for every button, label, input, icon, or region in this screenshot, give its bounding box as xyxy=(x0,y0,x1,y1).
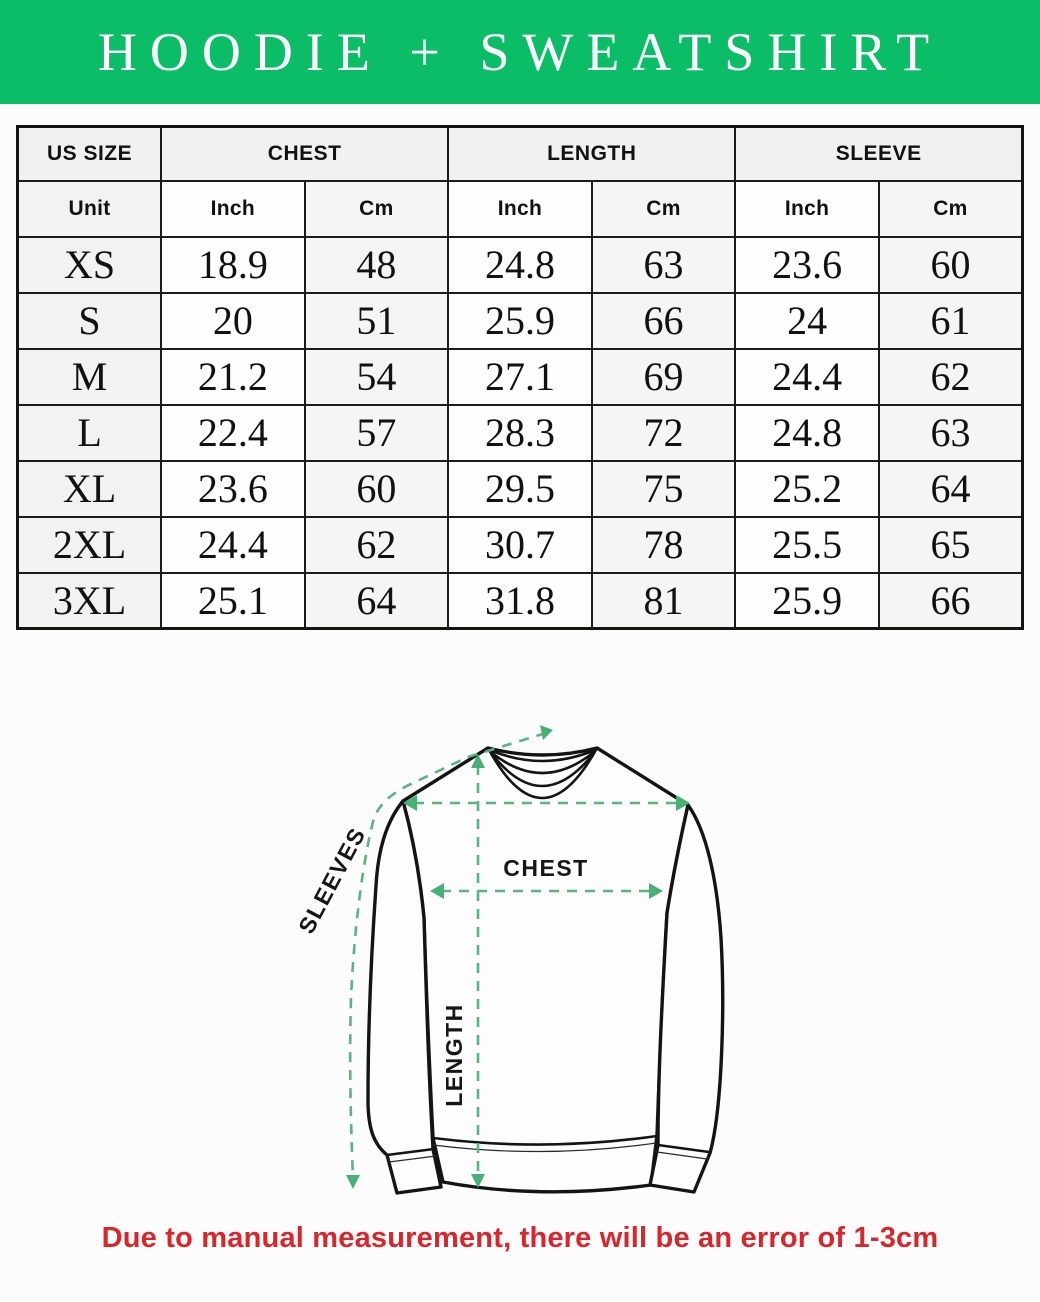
unit-header: Unit xyxy=(18,181,162,237)
value-cell: 18.9 xyxy=(161,237,305,293)
size-cell: M xyxy=(18,349,162,405)
value-cell: 23.6 xyxy=(735,237,879,293)
col-group-chest: CHEST xyxy=(161,127,448,181)
size-cell: XS xyxy=(18,237,162,293)
length-label: LENGTH xyxy=(441,1003,467,1107)
value-cell: 25.9 xyxy=(735,573,879,629)
column-group-row xyxy=(18,127,1023,181)
value-cell: 31.8 xyxy=(448,573,592,629)
value-cell: 64 xyxy=(879,461,1023,517)
value-cell: 27.1 xyxy=(448,349,592,405)
value-cell: 25.1 xyxy=(161,573,305,629)
sleeves-arrow-top xyxy=(540,725,553,740)
value-cell: 25.9 xyxy=(448,293,592,349)
value-cell: 28.3 xyxy=(448,405,592,461)
value-cell: 66 xyxy=(592,293,736,349)
size-cell: L xyxy=(18,405,162,461)
size-chart-table xyxy=(16,125,1024,630)
unit-header: Inch xyxy=(448,181,592,237)
value-cell: 24.4 xyxy=(161,517,305,573)
value-cell: 63 xyxy=(879,405,1023,461)
value-cell: 24.4 xyxy=(735,349,879,405)
value-cell: 57 xyxy=(305,405,449,461)
value-cell: 66 xyxy=(879,573,1023,629)
value-cell: 20 xyxy=(161,293,305,349)
value-cell: 75 xyxy=(592,461,736,517)
value-cell: 22.4 xyxy=(161,405,305,461)
unit-header: Cm xyxy=(592,181,736,237)
table-row-s xyxy=(18,293,1023,349)
unit-header: Inch xyxy=(735,181,879,237)
col-group-sleeve: SLEEVE xyxy=(735,127,1022,181)
value-cell: 48 xyxy=(305,237,449,293)
value-cell: 24.8 xyxy=(735,405,879,461)
size-cell: S xyxy=(18,293,162,349)
size-chart-section xyxy=(0,104,1040,630)
table-row-m xyxy=(18,349,1023,405)
value-cell: 24.8 xyxy=(448,237,592,293)
value-cell: 30.7 xyxy=(448,517,592,573)
sweatshirt-diagram-svg xyxy=(0,688,1040,1208)
value-cell: 69 xyxy=(592,349,736,405)
value-cell: 72 xyxy=(592,405,736,461)
unit-header: Inch xyxy=(161,181,305,237)
size-cell: 3XL xyxy=(18,573,162,629)
chest-label: CHEST xyxy=(503,855,589,881)
value-cell: 23.6 xyxy=(161,461,305,517)
sleeves-label: SLEEVES xyxy=(293,822,371,938)
value-cell: 51 xyxy=(305,293,449,349)
value-cell: 78 xyxy=(592,517,736,573)
value-cell: 63 xyxy=(592,237,736,293)
value-cell: 54 xyxy=(305,349,449,405)
value-cell: 21.2 xyxy=(161,349,305,405)
measurement-note: Due to manual measurement, there will be an error of 1-3cm xyxy=(101,1222,939,1254)
table-row-2xl xyxy=(18,517,1023,573)
unit-header: Cm xyxy=(879,181,1023,237)
value-cell: 65 xyxy=(879,517,1023,573)
table-row-3xl xyxy=(18,573,1023,629)
value-cell: 62 xyxy=(305,517,449,573)
value-cell: 81 xyxy=(592,573,736,629)
value-cell: 25.5 xyxy=(735,517,879,573)
table-row-l xyxy=(18,405,1023,461)
size-cell: 2XL xyxy=(18,517,162,573)
col-group-length: LENGTH xyxy=(448,127,735,181)
sleeves-arrow-bottom xyxy=(346,1175,360,1189)
measurement-diagram xyxy=(0,688,1040,1208)
unit-header: Cm xyxy=(305,181,449,237)
unit-header-row xyxy=(18,181,1023,237)
header-banner xyxy=(0,0,1040,104)
page-title: HOODIE + SWEATSHIRT xyxy=(97,22,943,82)
size-cell: XL xyxy=(18,461,162,517)
value-cell: 24 xyxy=(735,293,879,349)
sweatshirt-body-outline xyxy=(403,748,688,1192)
value-cell: 29.5 xyxy=(448,461,592,517)
col-group-us-size: US SIZE xyxy=(18,127,162,181)
value-cell: 25.2 xyxy=(735,461,879,517)
value-cell: 62 xyxy=(879,349,1023,405)
value-cell: 60 xyxy=(305,461,449,517)
value-cell: 61 xyxy=(879,293,1023,349)
table-row-xl xyxy=(18,461,1023,517)
table-row-xs xyxy=(18,237,1023,293)
value-cell: 64 xyxy=(305,573,449,629)
value-cell: 60 xyxy=(879,237,1023,293)
